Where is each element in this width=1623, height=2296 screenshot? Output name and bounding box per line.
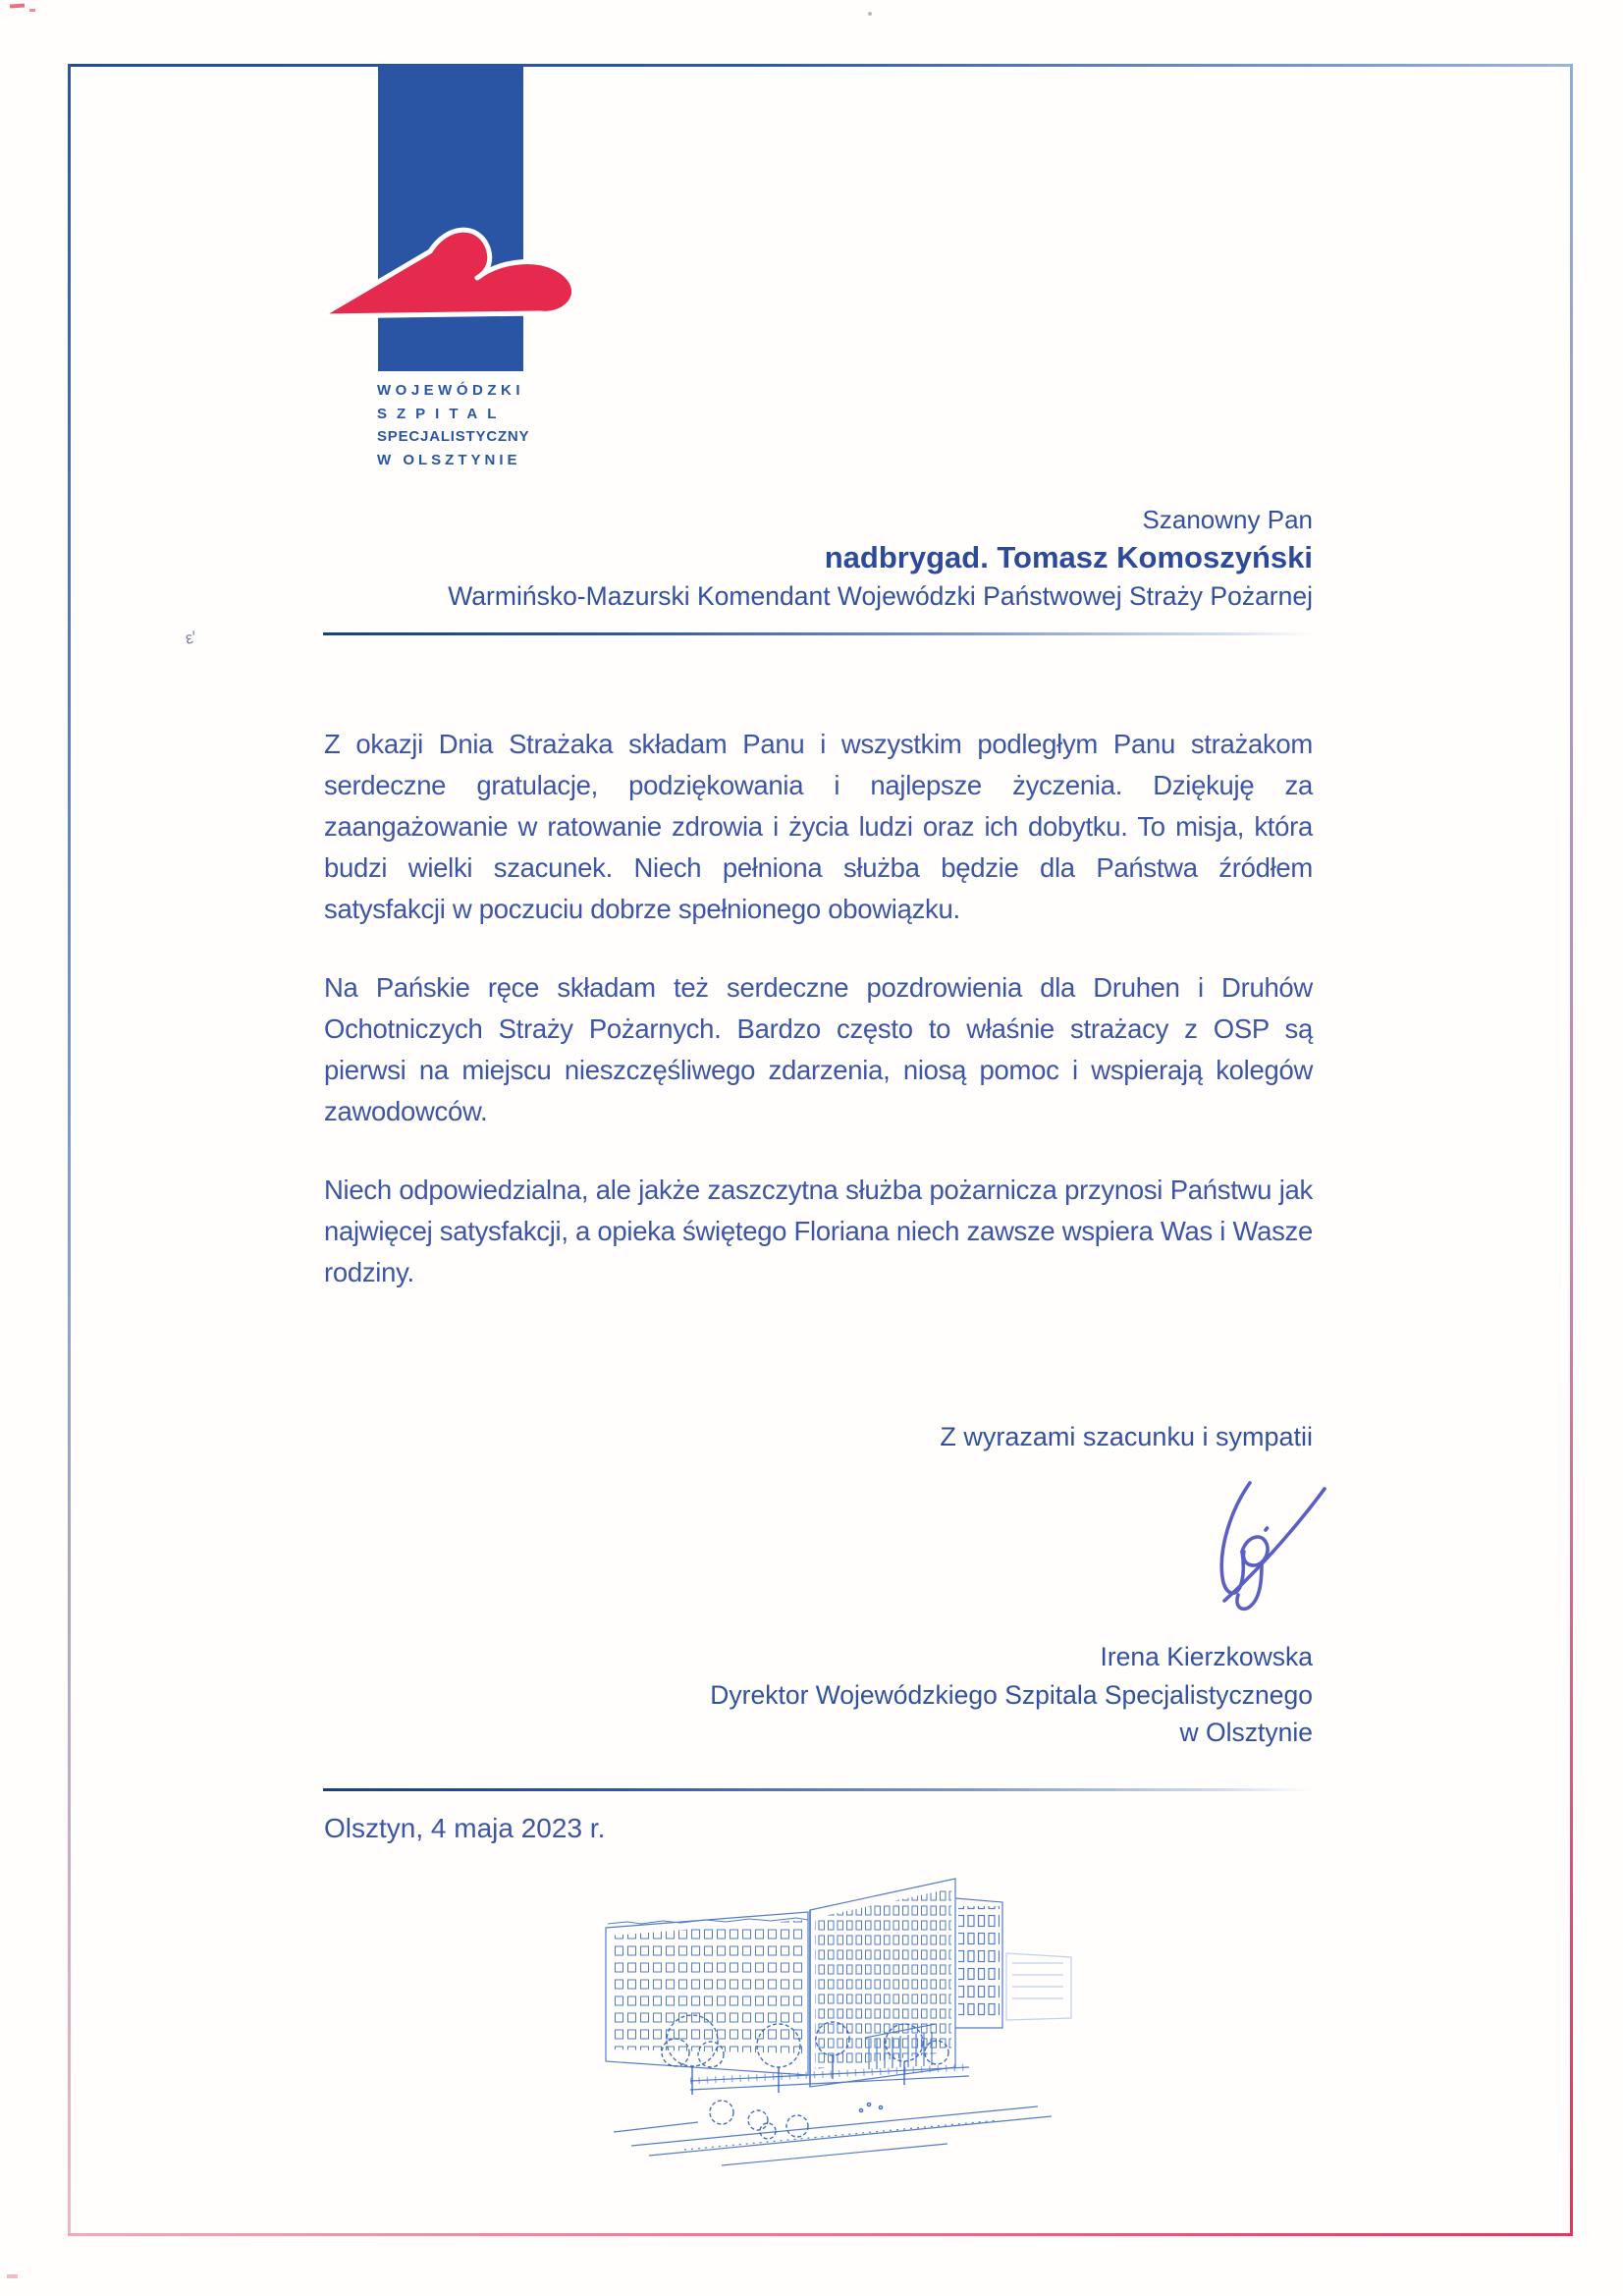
signer-location: w Olsztynie	[1179, 1718, 1313, 1747]
valediction: Z wyrazami szacunku i sympatii	[940, 1422, 1313, 1451]
recipient-name: nadbrygad. Tomasz Komoszyński	[824, 540, 1313, 574]
frame-left-edge	[68, 64, 71, 2236]
signer-name: Irena Kierzkowska	[1100, 1642, 1313, 1671]
frame-right-edge	[1570, 64, 1573, 2236]
divider-bottom	[323, 1788, 1313, 1791]
scan-artifact-pen-mark: ε′	[184, 628, 198, 648]
letterhead-line: W OLSZTYNIE	[377, 451, 521, 468]
scan-artifact-red-mark	[29, 9, 35, 12]
frame-top-edge	[68, 64, 1573, 67]
recipient-title: Warmińsko-Mazurski Komendant Wojewódzki Państwowej Straży Pożarnej	[448, 581, 1313, 611]
frame-bottom-edge	[68, 2233, 1573, 2236]
signer-block	[710, 1638, 1313, 1752]
signer-title: Dyrektor Wojewódzkiego Szpitala Specjalistycznego	[710, 1679, 1313, 1710]
scan-artifact-red-mark	[7, 2274, 18, 2278]
letterhead-line: SPECJALISTYCZNY	[377, 428, 530, 445]
paragraph-2: Na Pańskie ręce składam też serdeczne pozdrowienia dla Druhen i Druhów Ochotniczych Straży Pożarnych. Bardzo często to właśnie strażacy z OSP są pierwsi na miejscu nieszczęśliwego zdarzenia, niosą pomoc i wspierają kolegów zawodowców.	[324, 972, 1313, 1126]
recipient-block	[448, 503, 1313, 615]
divider-top	[323, 632, 1313, 635]
letterhead-line: SZPITAL	[377, 405, 507, 422]
paragraph-1: Z okazji Dnia Strażaka składam Panu i wszystkim podległym Panu strażakom serdeczne gratulacje, podziękowania i najlepsze życzenia. Dziękuję za zaangażowanie w ratowanie zdrowia i życia ludzi oraz ich dobytku. To misja, która budzi wielki szacunek. Niech pełniona służba będzie dla Państwa źródłem satysfakcji w poczuciu dobrze spełnionego obowiązku.	[324, 729, 1313, 924]
scan-artifact-red-mark	[10, 3, 25, 8]
date-line: Olsztyn, 4 maja 2023 r.	[324, 1813, 606, 1843]
hospital-building-sketch	[574, 1859, 1095, 2178]
paragraph-3: Niech odpowiedzialna, ale jakże zaszczytna służba pożarnicza przynosi Państwu jak najwięcej satysfakcji, a opieka świętego Floriana niech zawsze wspiera Was i Wasze rodziny.	[324, 1175, 1313, 1287]
recipient-salutation: Szanowny Pan	[1142, 505, 1313, 534]
letterhead-line: WOJEWÓDZKI	[377, 382, 524, 399]
letterhead-org-name	[377, 379, 544, 471]
letter-body	[324, 724, 1313, 1293]
handwritten-signature	[1173, 1475, 1330, 1613]
scan-artifact-speck	[868, 12, 872, 16]
logo-red-heart-icon	[312, 212, 593, 326]
